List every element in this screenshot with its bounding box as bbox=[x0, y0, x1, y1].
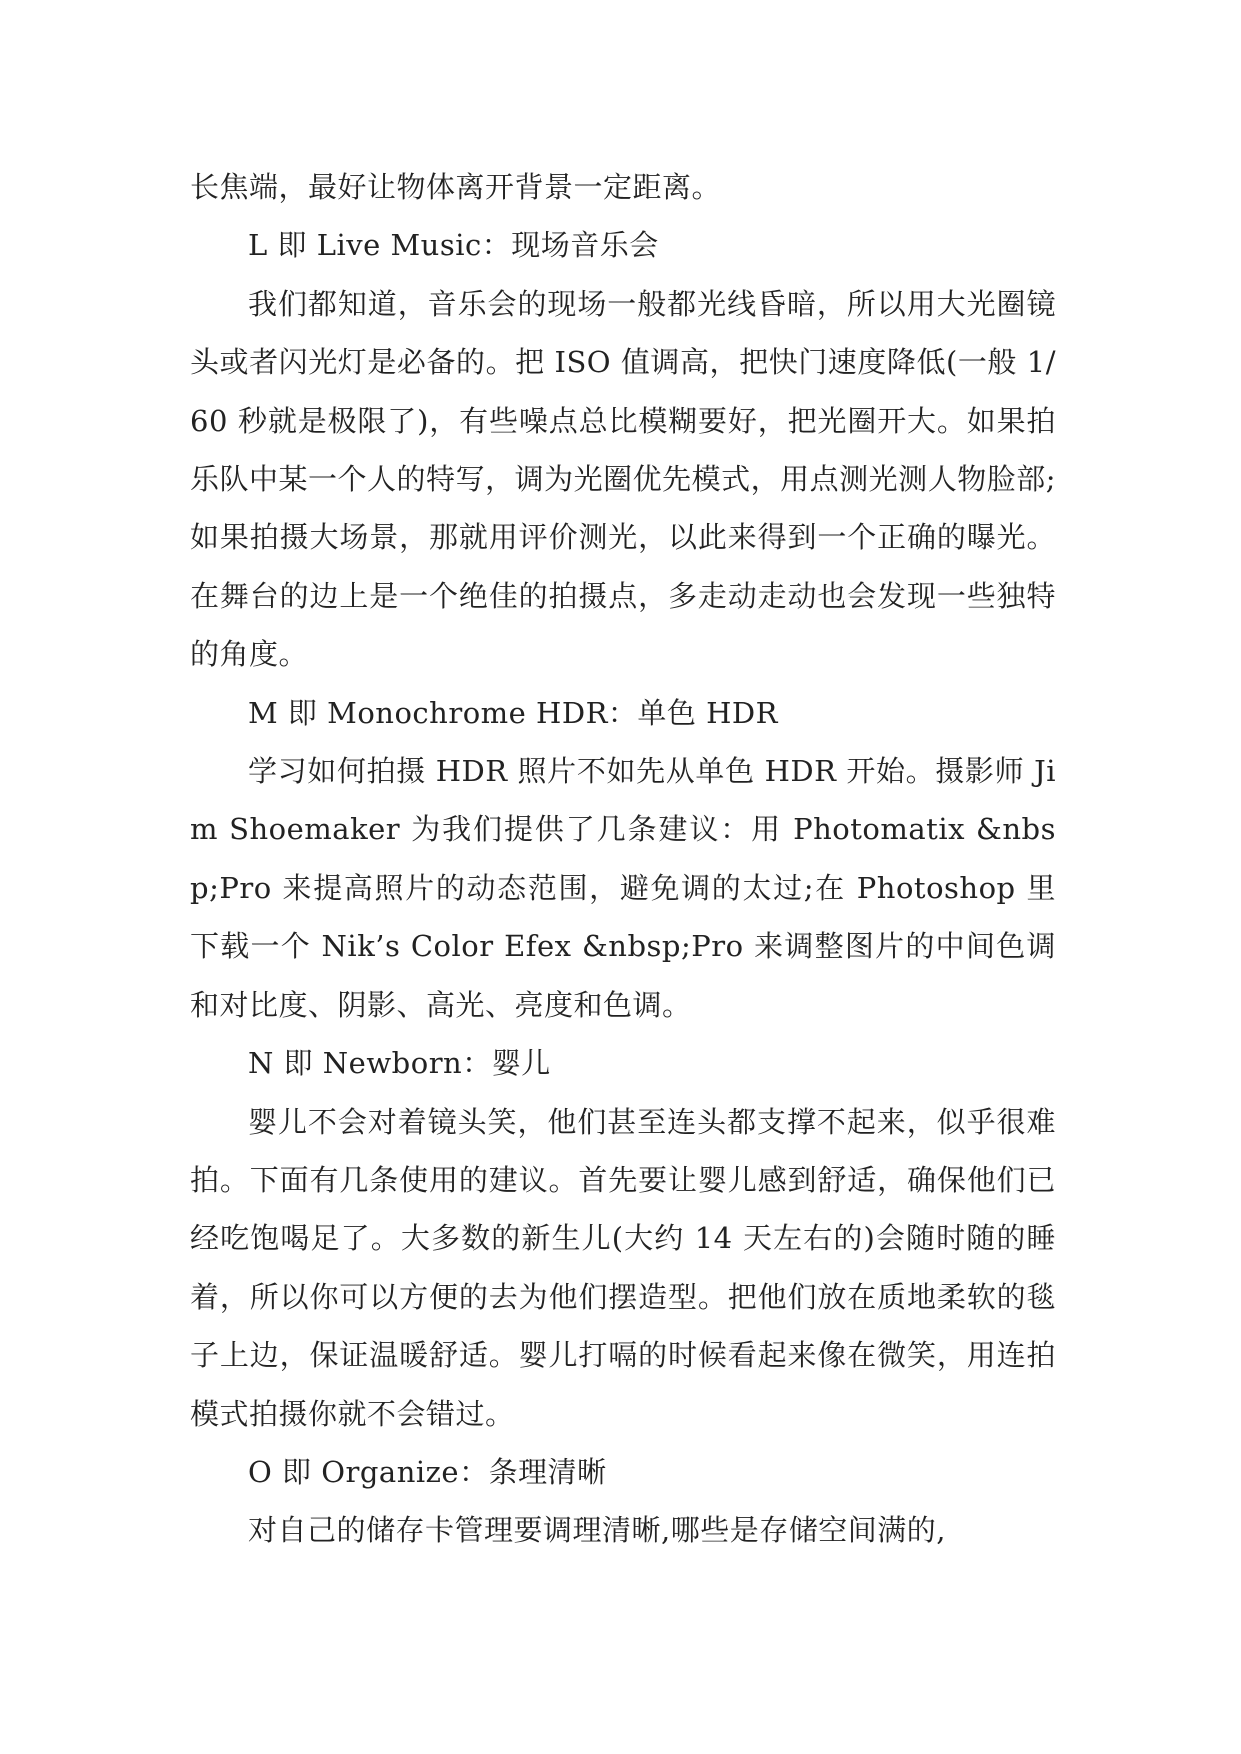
section-heading-organize: O 即 Organize：条理清晰 bbox=[248, 1454, 607, 1489]
paragraph-continuation: 长焦端，最好让物体离开背景一定距离。 bbox=[190, 170, 722, 204]
section-heading-monochrome-hdr: M 即 Monochrome HDR：单色 HDR bbox=[248, 695, 779, 730]
section-heading-newborn: N 即 Newborn：婴儿 bbox=[248, 1046, 551, 1081]
paragraph-organize: 对自己的储存卡管理要调理清晰,哪些是存储空间满的, bbox=[248, 1513, 946, 1548]
paragraph-monochrome-hdr: 学习如何拍摄 HDR 照片不如先从单色 HDR 开始。摄影师 Jim Shoemaker 为我们提供了几条建议：用 Photomatix &nbsp;Pro 来提高照片的动态范围，避免调的太过;在 Photoshop 里下载一个 Nik’s Color Efex &nbsp;Pro 来调整图片的中间色调和对比度、阴影、高光、亮度和色调。 bbox=[190, 754, 1056, 1022]
section-heading-live-music: L 即 Live Music：现场音乐会 bbox=[248, 228, 659, 263]
document-body bbox=[190, 158, 1056, 1560]
paragraph-newborn: 婴儿不会对着镜头笑，他们甚至连头都支撑不起来，似乎很难拍。下面有几条使用的建议。首先要让婴儿感到舒适，确保他们已经吃饱喝足了。大多数的新生儿(大约 14 天左右的)会随时随的睡着，所以你可以方便的去为他们摆造型。把他们放在质地柔软的毯子上边，保证温暖舒适。婴儿打嗝的时候看起来像在微笑，用连拍模式拍摄你就不会错过。 bbox=[190, 1104, 1056, 1431]
paragraph-live-music: 我们都知道，音乐会的现场一般都光线昏暗，所以用大光圈镜头或者闪光灯是必备的。把 ISO 值调高，把快门速度降低(一般 1/60 秒就是极限了)，有些噪点总比模糊要好，把光圈开大。如果拍乐队中某一个人的特写，调为光圈优先模式，用点测光测人物脸部;如果拍摄大场景，那就用评价测光，以此来得到一个正确的曝光。在舞台的边上是一个绝佳的拍摄点，多走动走动也会发现一些独特的角度。 bbox=[190, 286, 1056, 672]
